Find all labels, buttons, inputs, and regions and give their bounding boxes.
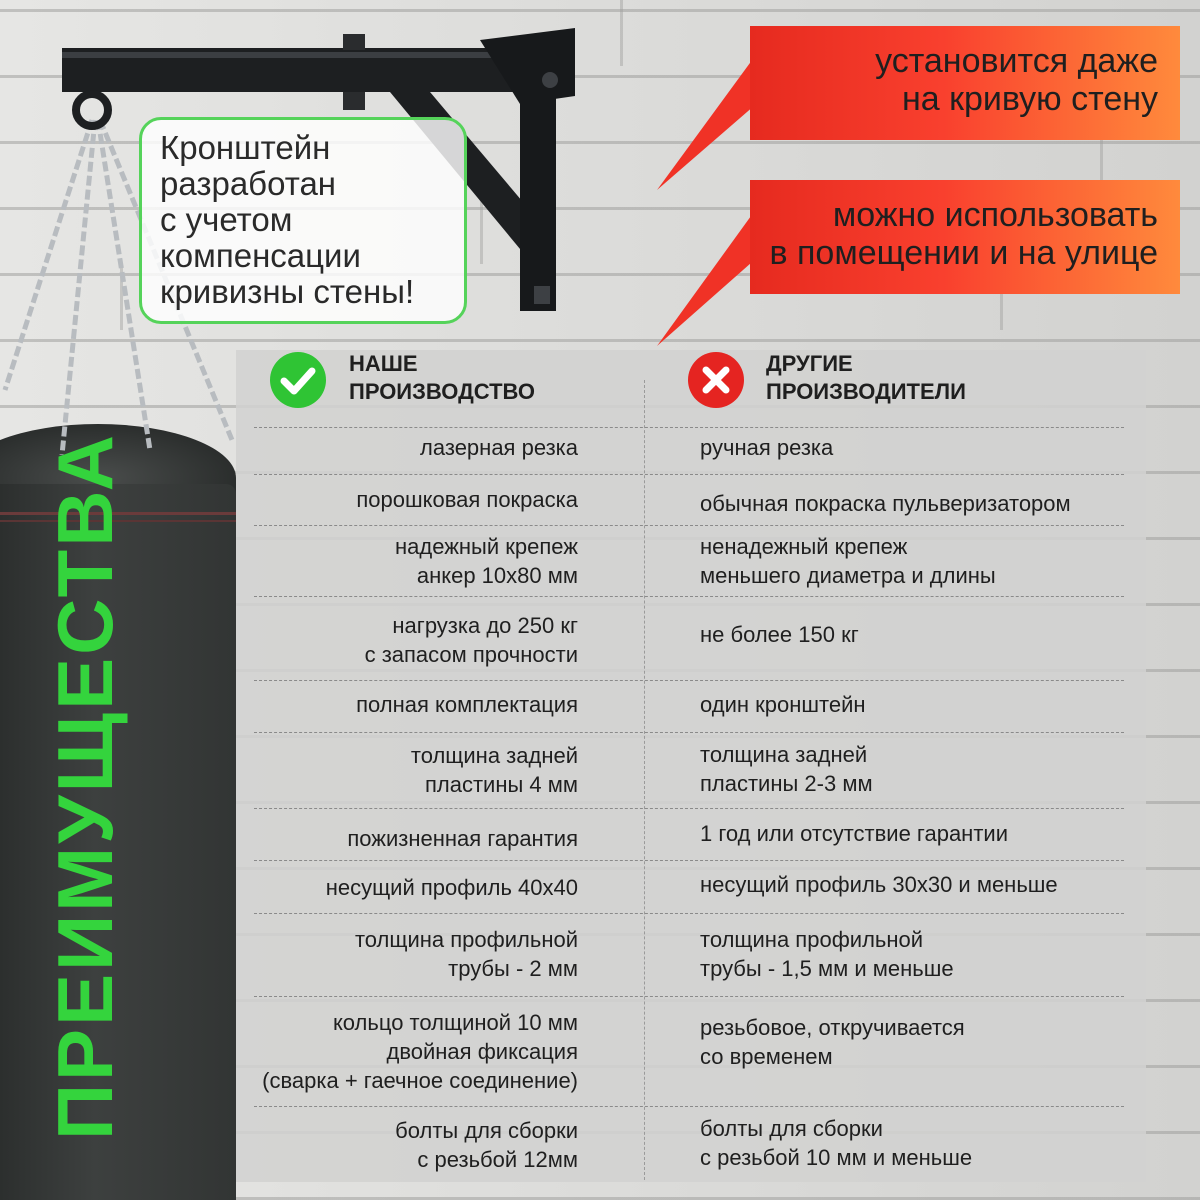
row-others-cell: несущий профиль 30х30 и меньше (700, 872, 1058, 897)
column-divider (644, 380, 645, 1180)
bracket-highlight (62, 52, 524, 58)
row-ours-cell: порошковая покраска (356, 487, 578, 512)
row-divider (254, 860, 1124, 861)
row-ours-cell: кольцо толщиной 10 мм двойная фиксация (сварка + гаечное соединение) (262, 1010, 578, 1093)
row-ours-cell: лазерная резка (420, 435, 578, 460)
row-ours-cell: нагрузка до 250 кг с запасом прочности (364, 613, 578, 667)
row-ours-cell: пожизненная гарантия (347, 826, 578, 851)
row-ours-cell: надежный крепеж анкер 10х80 мм (394, 534, 578, 588)
row-divider (254, 680, 1124, 681)
row-ours-cell: толщина задней пластины 4 мм (410, 743, 578, 797)
banner-text: можно использовать в помещении и на улице (769, 196, 1158, 272)
check-icon (270, 352, 326, 408)
side-title: ПРЕИМУЩЕСТВА (41, 432, 129, 1140)
row-divider (254, 596, 1124, 597)
row-divider (254, 808, 1124, 809)
plate-bolt (542, 72, 558, 88)
bolt-top (343, 34, 365, 50)
row-ours-cell: болты для сборки с резьбой 12мм (395, 1118, 578, 1172)
row-divider (254, 525, 1124, 526)
row-others-cell: резьбовое, откручивается со временем (700, 1015, 965, 1069)
row-divider (254, 732, 1124, 733)
row-divider (254, 996, 1124, 997)
column-header-others: ДРУГИЕ ПРОИЗВОДИТЕЛИ (766, 351, 966, 404)
row-ours-cell: несущий профиль 40х40 (325, 875, 578, 900)
feature-banner-uneven-wall (750, 26, 1180, 140)
row-divider (254, 427, 1124, 428)
row-others-cell: болты для сборки с резьбой 10 мм и меньше (700, 1116, 973, 1170)
vertical-bolt (534, 286, 550, 304)
vertical-plate (520, 96, 556, 311)
row-others-cell: ненадежный крепеж меньшего диаметра и длины (700, 534, 996, 588)
row-others-cell: 1 год или отсутствие гарантии (700, 821, 1008, 846)
bolt-bottom (343, 92, 365, 110)
row-others-cell: толщина задней пластины 2-3 мм (700, 742, 873, 796)
note-box (139, 117, 467, 324)
column-header-ours: НАШЕ ПРОИЗВОДСТВО (349, 351, 535, 404)
feature-banner-indoor-outdoor (750, 180, 1180, 294)
row-others-cell: не более 150 кг (700, 622, 859, 647)
row-others-cell: ручная резка (700, 435, 834, 460)
row-divider (254, 913, 1124, 914)
banner-text: установится даже на кривую стену (875, 42, 1158, 118)
row-ours-cell: толщина профильной трубы - 2 мм (354, 927, 578, 981)
row-others-cell: один кронштейн (700, 692, 866, 717)
row-others-cell: толщина профильной трубы - 1,5 мм и меньше (700, 927, 954, 981)
cross-icon (688, 352, 744, 408)
note-text: Кронштейн разработан с учетом компенсации кривизны стены! (160, 129, 415, 310)
row-divider (254, 1106, 1124, 1107)
row-divider (254, 474, 1124, 475)
row-ours-cell: полная комплектация (356, 692, 578, 717)
row-others-cell: обычная покраска пульверизатором (700, 491, 1071, 516)
